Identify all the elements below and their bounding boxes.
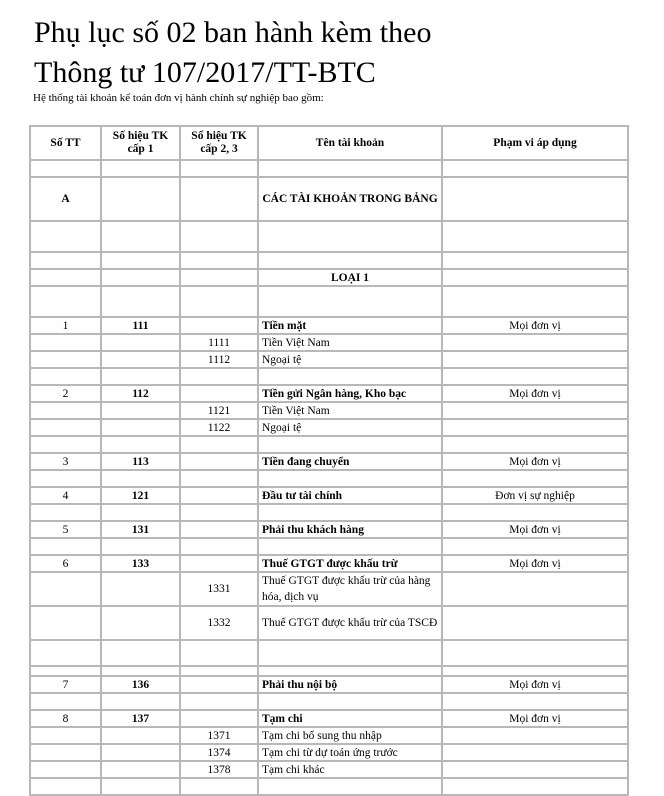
cell-tk2: 1378 xyxy=(180,761,258,778)
table-row xyxy=(30,269,628,286)
cell-tk2: 1371 xyxy=(180,727,258,744)
table-row xyxy=(30,402,628,419)
cell-account-name: Tiền Việt Nam xyxy=(258,402,442,419)
cell-scope: Mọi đơn vị xyxy=(442,555,628,572)
header-account-name: Tên tài khoản xyxy=(258,126,442,160)
table-row xyxy=(30,693,628,710)
table-row xyxy=(30,221,628,252)
cell-stt: 3 xyxy=(30,453,101,470)
table-row xyxy=(30,572,628,606)
account-table xyxy=(29,125,629,796)
table-row xyxy=(30,177,628,221)
cell-tk1: 112 xyxy=(101,385,180,402)
table-row xyxy=(30,351,628,368)
cell-scope: Mọi đơn vị xyxy=(442,317,628,334)
cell-account-name: Tiền Việt Nam xyxy=(258,334,442,351)
table-row xyxy=(30,160,628,177)
cell-account-name: Tạm chi từ dự toán ứng trước xyxy=(258,744,442,761)
table-row xyxy=(30,555,628,572)
table-row xyxy=(30,453,628,470)
cell-account-name: Tạm chi bổ sung thu nhập xyxy=(258,727,442,744)
document-title-line-2: Thông tư 107/2017/TT-BTC xyxy=(34,56,376,89)
cell-account-name: Ngoại tệ xyxy=(258,351,442,368)
table-row xyxy=(30,385,628,402)
table-row xyxy=(30,676,628,693)
document-subtitle: Hệ thống tài khoản kế toán đơn vị hành chính sự nghiệp bao gồm: xyxy=(33,92,324,104)
cell-tk2: 1121 xyxy=(180,402,258,419)
cell-tk2: 1374 xyxy=(180,744,258,761)
cell-tk1: 136 xyxy=(101,676,180,693)
table-row xyxy=(30,368,628,385)
cell-stt: 2 xyxy=(30,385,101,402)
cell-account-name: Phải thu khách hàng xyxy=(258,521,442,538)
cell-account-name: Thuế GTGT được khấu trừ của TSCĐ xyxy=(258,606,442,640)
cell-scope: Mọi đơn vị xyxy=(442,710,628,727)
table-row xyxy=(30,504,628,521)
cell-account-name: Đầu tư tài chính xyxy=(258,487,442,504)
table-row xyxy=(30,744,628,761)
section-title: CÁC TÀI KHOẢN TRONG BẢNG xyxy=(258,177,442,221)
table-row xyxy=(30,538,628,555)
cell-account-name: Tạm chi khác xyxy=(258,761,442,778)
table-row xyxy=(30,286,628,317)
table-row xyxy=(30,252,628,269)
table-row xyxy=(30,778,628,795)
cell-account-name: Tiền gửi Ngân hàng, Kho bạc xyxy=(258,385,442,402)
header-stt: Số TT xyxy=(30,126,101,160)
table-row xyxy=(30,334,628,351)
cell-scope: Mọi đơn vị xyxy=(442,521,628,538)
document-title-line-1: Phụ lục số 02 ban hành kèm theo xyxy=(34,16,432,49)
table-row xyxy=(30,436,628,453)
cell-stt: 5 xyxy=(30,521,101,538)
cell-tk1: 113 xyxy=(101,453,180,470)
section-label: A xyxy=(30,177,101,221)
cell-stt: 7 xyxy=(30,676,101,693)
cell-account-name: Ngoại tệ xyxy=(258,419,442,436)
cell-tk1: 133 xyxy=(101,555,180,572)
cell-stt: 6 xyxy=(30,555,101,572)
cell-account-name: Thuế GTGT được khấu trừ xyxy=(258,555,442,572)
table-row xyxy=(30,666,628,676)
header-tk1: Số hiệu TK cấp 1 xyxy=(101,126,180,160)
table-row xyxy=(30,419,628,436)
cell-scope: Đơn vị sự nghiệp xyxy=(442,487,628,504)
cell-scope: Mọi đơn vị xyxy=(442,676,628,693)
cell-tk1: 121 xyxy=(101,487,180,504)
header-scope: Phạm vi áp dụng xyxy=(442,126,628,160)
table-row xyxy=(30,470,628,487)
cell-account-name: Tiền mặt xyxy=(258,317,442,334)
cell-tk1: 111 xyxy=(101,317,180,334)
table-row xyxy=(30,727,628,744)
table-row xyxy=(30,640,628,666)
table-header-row xyxy=(30,126,628,160)
header-tk2: Số hiệu TK cấp 2, 3 xyxy=(180,126,258,160)
table-row xyxy=(30,521,628,538)
cell-tk2: 1112 xyxy=(180,351,258,368)
cell-stt: 1 xyxy=(30,317,101,334)
cell-account-name: Phải thu nội bộ xyxy=(258,676,442,693)
cell-account-name: Tiền đang chuyển xyxy=(258,453,442,470)
cell-scope: Mọi đơn vị xyxy=(442,385,628,402)
group-title: LOẠI 1 xyxy=(258,269,442,286)
cell-scope: Mọi đơn vị xyxy=(442,453,628,470)
cell-stt: 8 xyxy=(30,710,101,727)
cell-tk2: 1331 xyxy=(180,572,258,606)
table-row xyxy=(30,710,628,727)
table-row xyxy=(30,487,628,504)
cell-tk2: 1122 xyxy=(180,419,258,436)
cell-tk2: 1332 xyxy=(180,606,258,640)
cell-stt: 4 xyxy=(30,487,101,504)
cell-account-name: Tạm chi xyxy=(258,710,442,727)
cell-tk1: 137 xyxy=(101,710,180,727)
table-row xyxy=(30,606,628,640)
cell-tk2: 1111 xyxy=(180,334,258,351)
table-row xyxy=(30,317,628,334)
cell-tk1: 131 xyxy=(101,521,180,538)
cell-account-name: Thuế GTGT được khấu trừ của hàng hóa, dịch vụ xyxy=(258,572,442,606)
